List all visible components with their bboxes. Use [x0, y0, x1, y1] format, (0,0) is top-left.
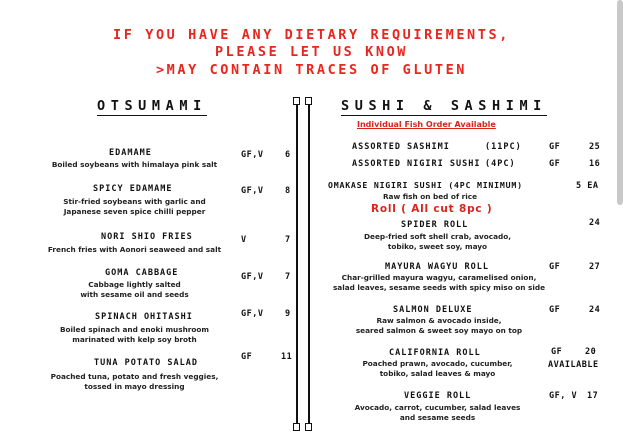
dietary-tags: GF,V: [241, 272, 264, 282]
item-price: 8: [285, 186, 291, 196]
dietary-tags: GF,V: [241, 309, 264, 319]
item-name: TUNA POTATO SALAD: [94, 358, 198, 368]
item-description: tossed in mayo dressing: [84, 382, 185, 391]
dietary-tags: GF: [551, 347, 563, 357]
individual-fish-order-link[interactable]: Individual Fish Order Available: [357, 120, 496, 129]
item-description: Avocado, carrot, cucumber, salad leaves: [354, 403, 521, 412]
item-description: Boiled spinach and enoki mushroom: [59, 325, 210, 334]
item-name: ASSORTED NIGIRI SUSHI: [352, 159, 481, 169]
availability-label: AVAILABLE: [548, 360, 599, 370]
item-price: 17: [587, 391, 599, 401]
item-quantity: (11PC): [485, 142, 522, 152]
item-description: Raw fish on bed of rice: [382, 192, 478, 201]
item-price: 24: [589, 305, 601, 315]
item-price: 11: [281, 352, 293, 362]
item-price: 9: [285, 309, 291, 319]
item-description: and sesame seeds: [399, 413, 476, 422]
item-name: ASSORTED SASHIMI: [352, 142, 450, 152]
item-description: Stir-fried soybeans with garlic and: [63, 197, 206, 206]
item-name: CALIFORNIA ROLL: [389, 348, 481, 358]
item-description: salad leaves, sesame seeds with spicy miso on side: [332, 283, 546, 292]
dietary-tags: GF: [549, 262, 561, 272]
item-name: SALMON DELUXE: [393, 305, 473, 315]
dietary-tags: GF,V: [241, 186, 264, 196]
item-description: marinated with kelp soy broth: [72, 335, 197, 344]
otsumami-title: OTSUMAMI: [97, 98, 207, 114]
dietary-tags: V: [241, 235, 247, 245]
item-price: 20: [585, 347, 597, 357]
item-description: seared salmon & sweet soy mayo on top: [355, 326, 523, 335]
item-name: NORI SHIO FRIES: [101, 232, 193, 242]
item-description: Raw salmon & avocado inside,: [376, 316, 502, 325]
item-description: Cabbage lightly salted: [88, 280, 181, 289]
item-price: 25: [589, 142, 601, 152]
sushi-sashimi-title: SUSHI & SASHIMI: [341, 98, 547, 114]
item-price: 6: [285, 150, 291, 160]
item-description: Char-grilled mayura wagyu, caramelised onion,: [341, 273, 537, 282]
item-description: French fries with Aonori seaweed and salt: [47, 245, 222, 254]
item-name: MAYURA WAGYU ROLL: [385, 262, 489, 272]
item-price: 5 EA: [576, 181, 599, 191]
dietary-tags: GF,V: [241, 150, 264, 160]
dietary-tags: GF: [549, 305, 561, 315]
dietary-tags: GF: [549, 142, 561, 152]
scrollbar-thumb[interactable]: [617, 0, 623, 205]
dietary-notice-line1: IF YOU HAVE ANY DIETARY REQUIREMENTS,: [113, 27, 510, 43]
gluten-notice: >MAY CONTAIN TRACES OF GLUTEN: [155, 62, 468, 78]
item-quantity: (4PC): [485, 159, 516, 169]
item-description: Japanese seven spice chilli pepper: [63, 207, 206, 216]
item-name: GOMA CABBAGE: [105, 268, 179, 278]
item-description: tobiko, sweet soy, mayo: [387, 242, 488, 251]
item-price: 27: [589, 262, 601, 272]
dietary-tags: GF, V: [549, 391, 578, 401]
column-divider: [293, 97, 310, 431]
item-price: 16: [589, 159, 601, 169]
item-description: Deep-fried soft shell crab, avocado,: [363, 232, 512, 241]
item-description: Boiled soybeans with himalaya pink salt: [51, 160, 218, 169]
item-description: Poached prawn, avocado, cucumber,: [362, 359, 513, 368]
item-price: 24: [589, 218, 601, 228]
item-price: 7: [285, 272, 291, 282]
item-description: tobiko, salad leaves & mayo: [379, 369, 496, 378]
roll-section-header: Roll ( All cut 8pc ): [371, 203, 493, 215]
item-name: OMAKASE NIGIRI SUSHI (4PC MINIMUM): [328, 180, 523, 190]
item-description: Poached tuna, potato and fresh veggies,: [50, 372, 219, 381]
item-name: SPICY EDAMAME: [93, 184, 173, 194]
dietary-tags: GF: [241, 352, 253, 362]
item-description: with sesame oil and seeds: [80, 290, 189, 299]
item-name: SPIDER ROLL: [401, 220, 469, 230]
item-price: 7: [285, 235, 291, 245]
item-name: EDAMAME: [109, 148, 152, 158]
dietary-notice-line2: PLEASE LET US KNOW: [214, 44, 409, 60]
item-name: VEGGIE ROLL: [404, 391, 472, 401]
dietary-tags: GF: [549, 159, 561, 169]
item-name: SPINACH OHITASHI: [95, 312, 193, 322]
